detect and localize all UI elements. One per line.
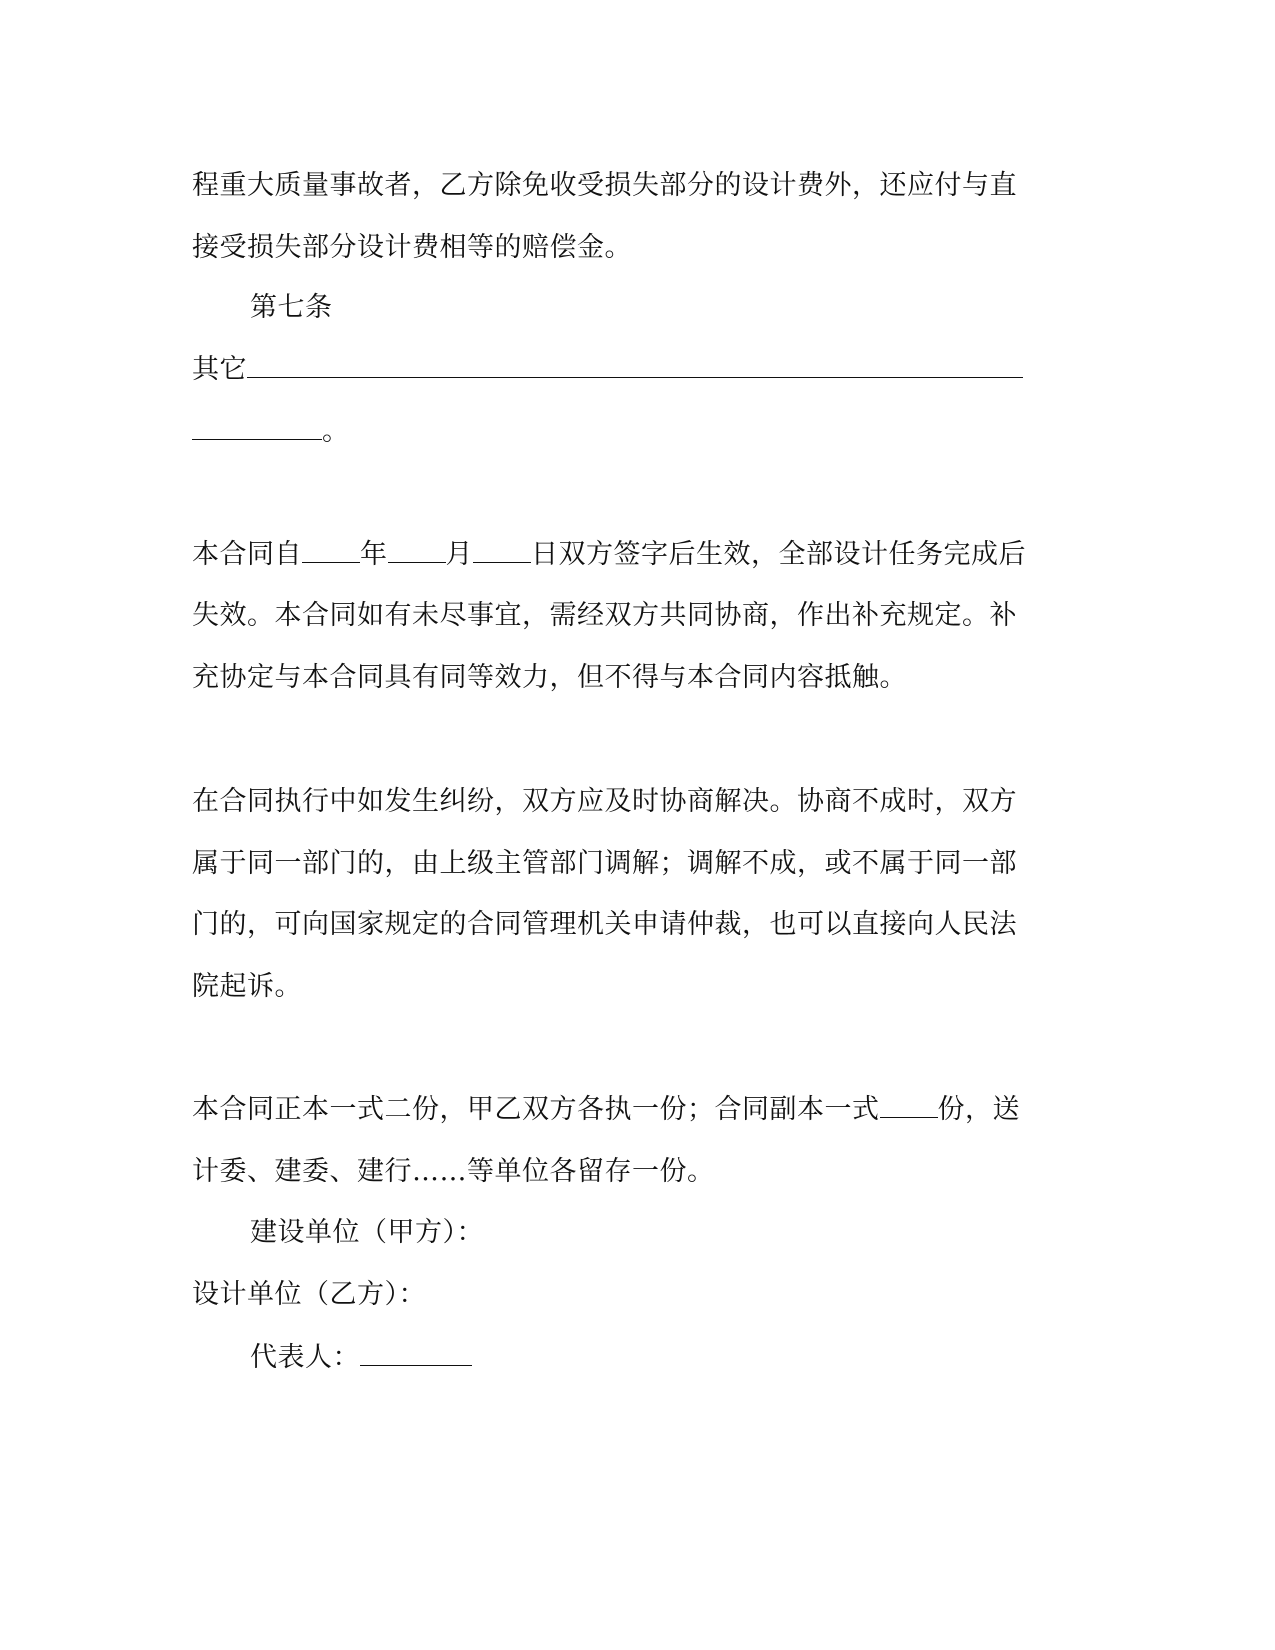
other-end: 。 <box>322 416 350 447</box>
effective-text-a: 本合同自 <box>192 539 302 570</box>
copies-line <box>192 1090 1020 1130</box>
paragraph-line: 程重大质量事故者，乙方除免收受损失部分的设计费外，还应付与直 <box>192 170 1017 201</box>
copies-text-b: 份，送 <box>937 1094 1020 1125</box>
effective-date-line <box>192 535 1026 575</box>
paragraph-line: 计委、建委、建行……等单位各留存一份。 <box>192 1156 715 1187</box>
other-clause-line <box>192 350 1023 390</box>
article-heading: 第七条 <box>250 292 333 323</box>
paragraph-line: 属于同一部门的，由上级主管部门调解；调解不成，或不属于同一部 <box>192 848 1017 879</box>
month-label: 月 <box>445 539 473 570</box>
party-a-label: 建设单位（甲方）： <box>250 1217 484 1248</box>
fill-in-blank <box>192 415 322 440</box>
other-label: 其它 <box>192 354 247 385</box>
paragraph-line: 门的，可向国家规定的合同管理机关申请仲裁，也可以直接向人民法 <box>192 909 1017 940</box>
month-blank <box>388 538 446 563</box>
representative-label: 代表人： <box>250 1342 360 1373</box>
copies-blank <box>880 1093 938 1118</box>
paragraph-line: 在合同执行中如发生纠纷，双方应及时协商解决。协商不成时，双方 <box>192 786 1017 817</box>
paragraph-line: 院起诉。 <box>192 971 302 1002</box>
paragraph-line: 充协定与本合同具有同等效力，但不得与本合同内容抵触。 <box>192 662 907 693</box>
representative-blank <box>360 1341 472 1366</box>
paragraph-line: 失效。本合同如有未尽事宜，需经双方共同协商，作出补充规定。补 <box>192 600 1017 631</box>
year-blank <box>302 538 360 563</box>
year-label: 年 <box>360 539 388 570</box>
copies-text-a: 本合同正本一式二份，甲乙双方各执一份；合同副本一式 <box>192 1094 880 1125</box>
representative-line <box>250 1338 472 1378</box>
day-blank <box>473 538 531 563</box>
party-b-label: 设计单位（乙方）： <box>192 1279 426 1310</box>
paragraph-line: 接受损失部分设计费相等的赔偿金。 <box>192 232 632 263</box>
fill-in-blank <box>247 353 1023 378</box>
other-clause-line-2 <box>192 412 350 452</box>
effective-text-rest: 日双方签字后生效，全部设计任务完成后 <box>531 539 1026 570</box>
